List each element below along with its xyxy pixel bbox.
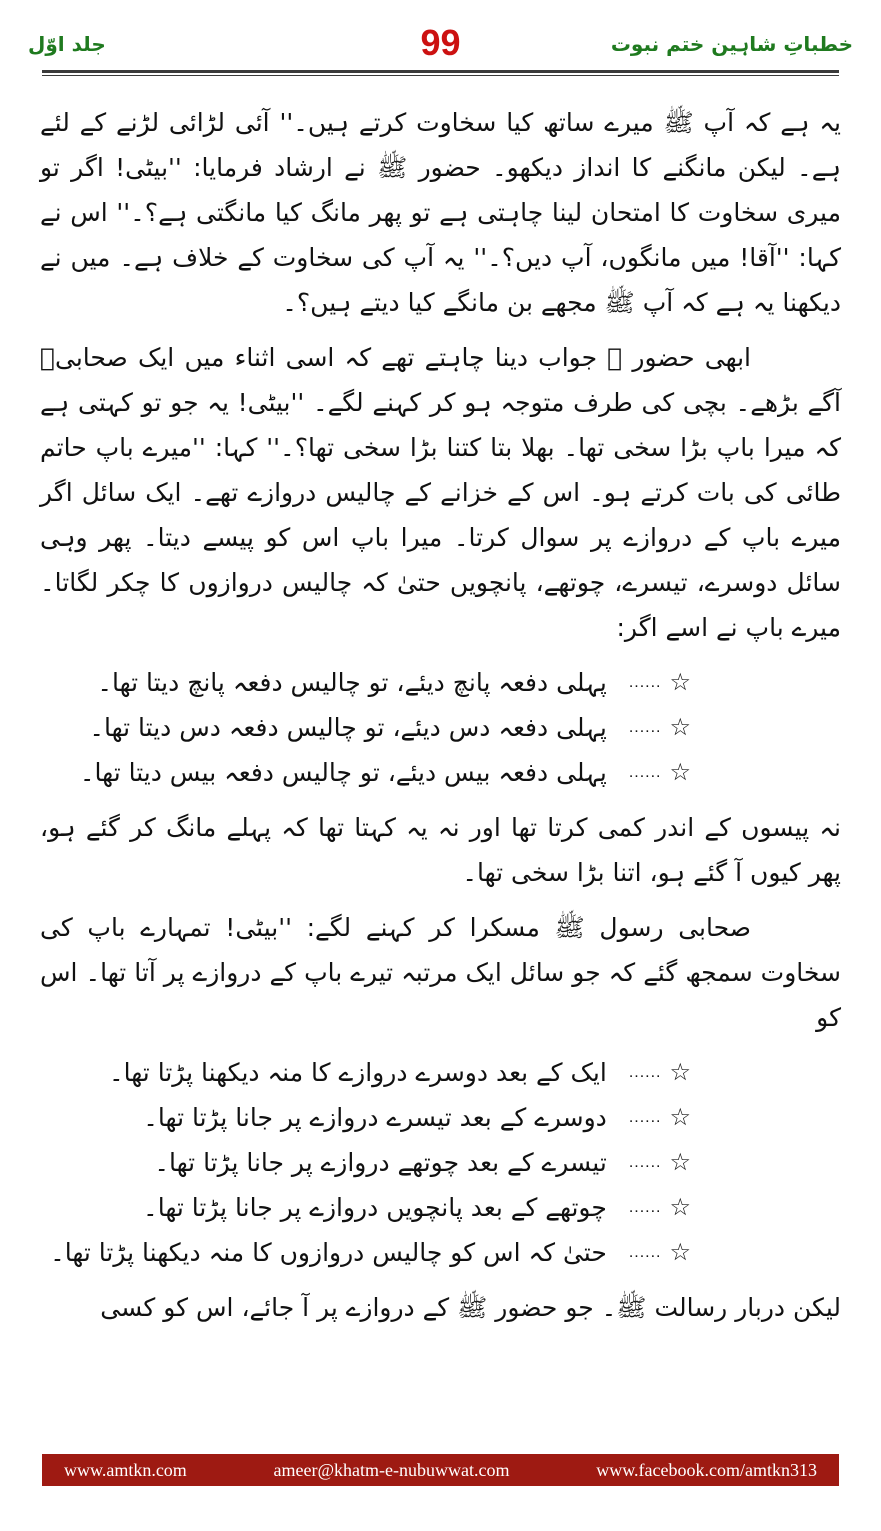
page-footer bbox=[42, 1454, 839, 1486]
list-item-text: پہلی دفعہ بیس دیئے، تو چالیس دفعہ بیس دیتا تھا۔ bbox=[79, 758, 607, 787]
leader-dots: ...... bbox=[628, 1199, 662, 1216]
footer-email-link[interactable]: ameer@khatm-e-nubuwwat.com bbox=[273, 1459, 510, 1480]
list-item-text: دوسرے کے بعد تیسرے دروازے پر جانا پڑتا تھا۔ bbox=[143, 1103, 607, 1132]
page-header bbox=[28, 18, 853, 68]
list-item bbox=[40, 1140, 691, 1185]
star-icon: ☆ bbox=[669, 1193, 691, 1221]
header-divider-thin bbox=[42, 75, 839, 76]
leader-dots: ...... bbox=[628, 674, 662, 691]
paragraph-3: نہ پیسوں کے اندر کمی کرتا تھا اور نہ یہ کہتا تھا کہ پہلے مانگ کر گئے ہو، پھر کیوں آ گئے ہو، اتنا بڑا سخی تھا۔ bbox=[40, 813, 841, 887]
leader-dots: ...... bbox=[628, 764, 662, 781]
paragraph-4: صحابی رسول ﷺ مسکرا کر کہنے لگے: ''بیٹی! تمہارے باپ کی سخاوت سمجھ گئے کہ جو سائل ایک مرتبہ تیرے باپ کے دروازے پر آتا تھا۔ اس کو bbox=[40, 913, 841, 1032]
footer-website-link[interactable]: www.amtkn.com bbox=[64, 1459, 187, 1480]
list-item bbox=[40, 705, 691, 750]
list-item-text: ایک کے بعد دوسرے دروازے کا منہ دیکھنا پڑتا تھا۔ bbox=[109, 1058, 607, 1087]
star-icon: ☆ bbox=[669, 713, 691, 741]
list-item bbox=[40, 1185, 691, 1230]
page-body bbox=[40, 100, 841, 1340]
star-icon: ☆ bbox=[669, 1148, 691, 1176]
leader-dots: ...... bbox=[628, 1244, 662, 1261]
list-item bbox=[40, 750, 691, 795]
leader-dots: ...... bbox=[628, 719, 662, 736]
list-item-text: پہلی دفعہ پانچ دیئے، تو چالیس دفعہ پانچ دیتا تھا۔ bbox=[97, 668, 607, 697]
list-item-text: پہلی دفعہ دس دیئے، تو چالیس دفعہ دس دیتا تھا۔ bbox=[89, 713, 607, 742]
page-number: 99 bbox=[420, 22, 461, 63]
header-divider bbox=[42, 70, 839, 73]
paragraph-2: ابھی حضور ﷺ جواب دینا چاہتے تھے کہ اسی اثناء میں ایک صحابیؓ آگے بڑھے۔ بچی کی طرف متوجہ ہو کر کہنے لگے۔ ''بیٹی! یہ جو تو کہتی ہے کہ میرا باپ بڑا سخی تھا۔ بھلا بتا کتنا بڑا سخی تھا؟۔'' کہا: ''میرے باپ حاتم طائی کی بات کرتے ہو۔ اس کے خزانے کے چالیس دروازے تھے۔ ایک سائل اگر میرے باپ کے دروازے پر سوال کرتا۔ میرا باپ اس کو پیسے دیتا۔ پھر وہی سائل دوسرے، تیسرے، چوتھے، پانچویں حتیٰ کہ چالیس دروازوں کا چکر لگاتا۔ میرے باپ نے اسے اگر: bbox=[40, 343, 841, 642]
leader-dots: ...... bbox=[628, 1154, 662, 1171]
paragraph-5: لیکن دربار رسالت ﷺ۔ جو حضور ﷺ کے دروازے پر آ جائے، اس کو کسی bbox=[100, 1293, 841, 1322]
volume-label: جلد اوّل bbox=[28, 32, 106, 56]
list-item-text: چوتھے کے بعد پانچویں دروازے پر جانا پڑتا تھا۔ bbox=[143, 1193, 607, 1222]
list-doors bbox=[40, 1050, 841, 1275]
star-icon: ☆ bbox=[669, 1238, 691, 1266]
list-gifts bbox=[40, 660, 841, 795]
star-icon: ☆ bbox=[669, 758, 691, 786]
star-icon: ☆ bbox=[669, 668, 691, 696]
star-icon: ☆ bbox=[669, 1103, 691, 1131]
list-item-text: تیسرے کے بعد چوتھے دروازے پر جانا پڑتا تھا۔ bbox=[154, 1148, 607, 1177]
list-item bbox=[40, 1230, 691, 1275]
list-item bbox=[40, 1050, 691, 1095]
star-icon: ☆ bbox=[669, 1058, 691, 1086]
leader-dots: ...... bbox=[628, 1109, 662, 1126]
list-item bbox=[40, 1095, 691, 1140]
paragraph-1: یہ ہے کہ آپ ﷺ میرے ساتھ کیا سخاوت کرتے ہیں۔'' آئی لڑائی لڑنے کے لئے ہے۔ لیکن مانگنے کا انداز دیکھو۔ حضور ﷺ نے ارشاد فرمایا: ''بیٹی! اگر تو میری سخاوت کا امتحان لینا چاہتی ہے تو پھر مانگ کیا مانگتی ہے؟۔'' اس نے کہا: ''آقا! میں مانگوں، آپ دیں؟۔'' یہ آپ کی سخاوت کے خلاف ہے۔ میں نے دیکھنا یہ ہے کہ آپ ﷺ مجھے بن مانگے کیا دیتے ہیں؟۔ bbox=[40, 108, 841, 317]
list-item-text: حتیٰ کہ اس کو چالیس دروازوں کا منہ دیکھنا پڑتا تھا۔ bbox=[50, 1238, 607, 1267]
book-title: خطباتِ شاہین ختم نبوت bbox=[610, 32, 853, 56]
leader-dots: ...... bbox=[628, 1064, 662, 1081]
footer-facebook-link[interactable]: www.facebook.com/amtkn313 bbox=[596, 1459, 817, 1480]
list-item bbox=[40, 660, 691, 705]
